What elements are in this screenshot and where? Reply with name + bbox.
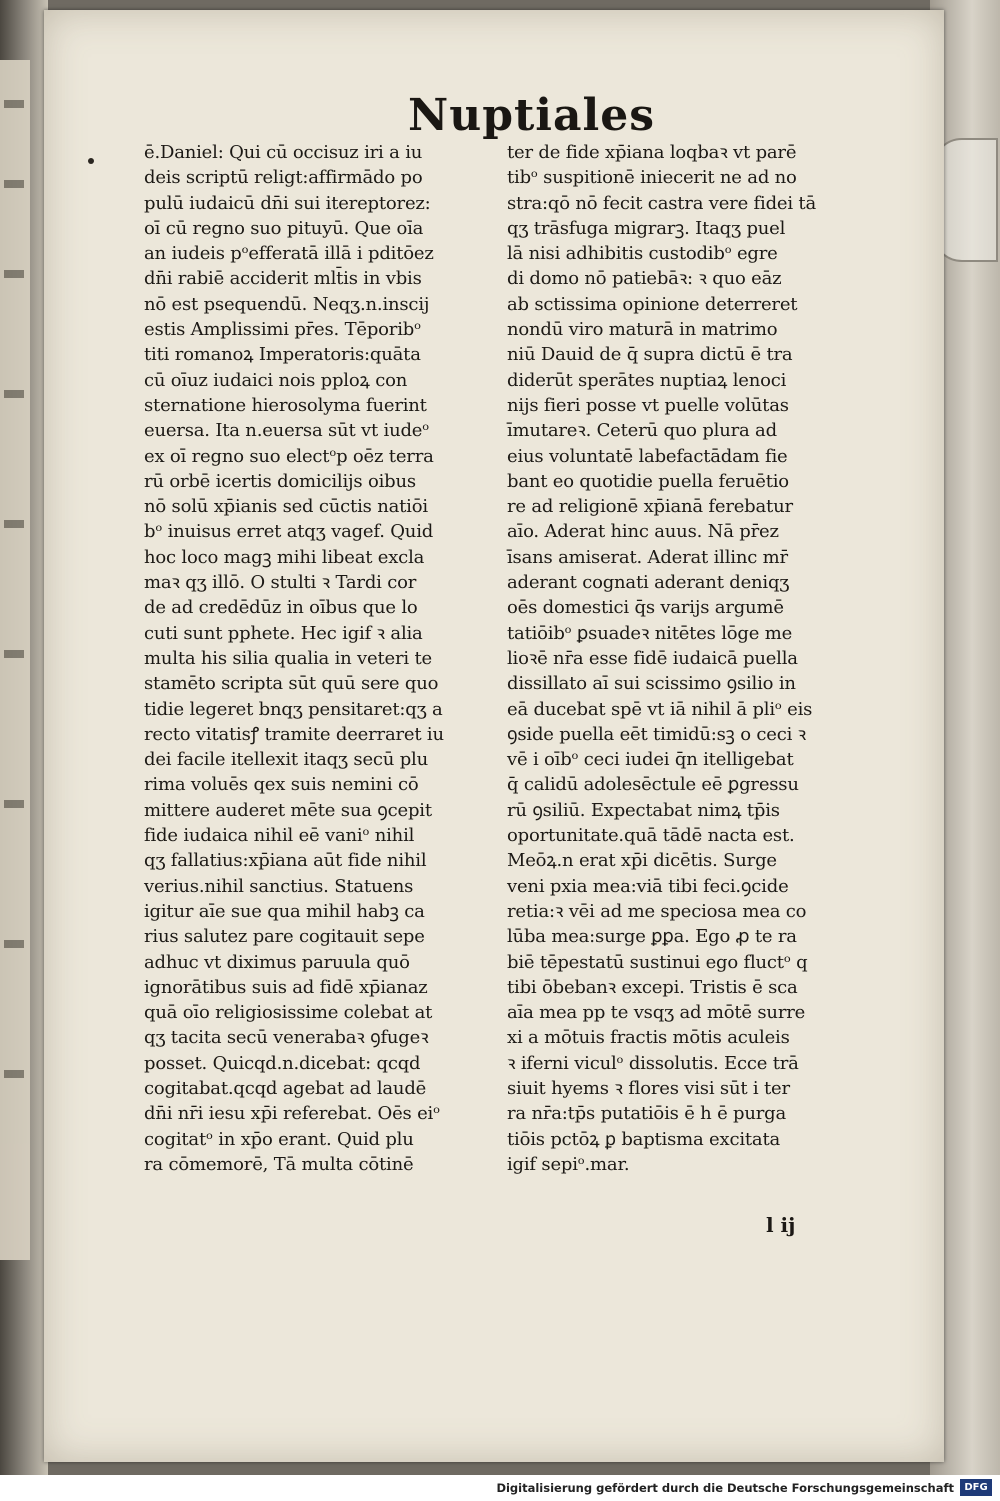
- right-text-column: [507, 140, 867, 1177]
- text-line: tidie legeret bnqʒ pensitaret:qʒ a: [144, 698, 443, 720]
- page-title: Nuptiales: [408, 90, 656, 141]
- text-line: di domo nō patiebāꝛ: ꝛ quo eāz: [507, 268, 782, 290]
- text-line: rū orbē icertis domicilijs oibus: [144, 470, 416, 492]
- book-page: [44, 10, 944, 1462]
- facing-page-text-fragment: [4, 100, 24, 108]
- text-line: veni pxia mea:viā tibi feci.ꝯcide: [507, 875, 789, 897]
- text-line: adhuc vt diximus paruula quō: [144, 951, 410, 973]
- text-line: ē.Daniel: Qui cū occisuz iri a iu: [144, 142, 423, 163]
- text-line: īsans amiserat. Aderat illinc mr̄: [507, 546, 788, 568]
- text-line: niū Dauid de q̄ supra dictū ē tra: [507, 344, 793, 366]
- text-line: lā nisi adhibitis custodibᵒ egre: [507, 243, 778, 265]
- text-line: qʒ trāsfuga migrarꝫ. Itaqʒ puel: [507, 217, 786, 239]
- text-line: ꝯside puella eēt timidū:sꝫ o ceci ꝛ: [507, 723, 806, 745]
- text-line: tibi ōbebanꝛ excepi. Tristis ē sca: [507, 976, 798, 998]
- text-line: q̄ calidū adolesēctule eē ꝑgressu: [507, 774, 799, 796]
- text-line: multa his silia qualia in veteri te: [144, 647, 432, 669]
- text-line: aīa mea pp te vsqʒ ad mōtē surre: [507, 1002, 806, 1024]
- text-line: nō solū xp̄ianis sed cūctis natiōi: [144, 496, 428, 518]
- text-line: Meōꝝ.n erat xp̄i dicētis. Surge: [507, 850, 777, 872]
- text-line: nijs fieri posse vt puelle volūtas: [507, 394, 789, 416]
- facing-page-text-fragment: [4, 390, 24, 398]
- text-line: ex oī regno suo electᵒp oēz terra: [144, 445, 434, 467]
- text-line: ra cōmemorē, Tā multa cōtinē: [144, 1153, 414, 1175]
- text-line: eā ducebat spē vt iā nihil ā pliᵒ eis: [507, 698, 813, 720]
- margin-dot: [88, 158, 94, 164]
- facing-page-text-fragment: [4, 520, 24, 528]
- text-line: qʒ fallatius:xp̄iana aūt fide nihil: [144, 850, 427, 872]
- text-line: oportunitate.quā tādē nacta est.: [507, 825, 795, 847]
- text-line: re ad religionē xp̄ianā ferebatur: [507, 496, 793, 518]
- text-line: rima voluēs qex suis nemini cō: [144, 774, 419, 796]
- text-line: aderant cognati aderant deniqʒ: [507, 572, 790, 594]
- text-line: euersa. Ita n.euersa sūt vt iudeᵒ: [144, 420, 429, 442]
- text-line: cogitabat.qcqd agebat ad laudē: [144, 1077, 427, 1099]
- text-line: dei facile itellexit itaqʒ secū plu: [144, 749, 428, 771]
- text-line: lūba mea:surge ꝑꝑa. Ego ꝓ te ra: [507, 926, 797, 948]
- left-text-column: [144, 140, 489, 1177]
- text-line: de ad credēdūz in oībus que lo: [144, 597, 418, 619]
- text-line: igitur aīe sue qua mihil habꝫ ca: [144, 900, 425, 922]
- text-line: tatiōibᵒ ꝑsuadeꝛ nitētes lōge me: [507, 622, 793, 644]
- text-line: recto vitatisꝭ tramite deerraret iu: [144, 723, 444, 745]
- text-line: posset. Quicqd.n.dicebat: qcqd: [144, 1052, 421, 1074]
- text-line: rū ꝯsiliū. Expectabat nimꝝ tp̄is: [507, 799, 780, 821]
- facing-page-text-fragment: [4, 1070, 24, 1078]
- text-line: nō est psequendū. Neqʒ.n.inscij: [144, 293, 430, 315]
- text-line: cuti sunt pphete. Hec igif ꝛ alia: [144, 622, 423, 644]
- facing-page-edge: [0, 60, 30, 1260]
- text-line: hoc loco magꝫ mihi libeat excla: [144, 546, 425, 568]
- text-line: tiōis pctōꝝ ꝑ baptisma excitata: [507, 1128, 781, 1150]
- facing-page-text-fragment: [4, 650, 24, 658]
- text-line: qʒ tacita secū venerabaꝛ ꝯfugeꝛ: [144, 1027, 429, 1049]
- text-line: ignorātibus suis ad fidē xp̄ianaz: [144, 976, 428, 998]
- text-line: bᵒ inuisus erret atqʒ vagef. Quid: [144, 521, 434, 543]
- text-line: mittere auderet mēte sua ꝯcepit: [144, 799, 432, 821]
- text-line: verius.nihil sanctius. Statuens: [144, 875, 414, 897]
- text-line: eius voluntatē labefactādam fie: [507, 445, 788, 467]
- text-line: cū oīuz iudaici nois pploꝝ con: [144, 369, 408, 391]
- dfg-logo: DFG: [960, 1479, 992, 1496]
- text-line: nondū viro maturā in matrimo: [507, 319, 778, 341]
- facing-page-text-fragment: [4, 270, 24, 278]
- text-line: pulū iudaicū dn̄i sui itereptorez:: [144, 192, 431, 214]
- text-line: xi a mōtuis fractis mōtis aculeis: [507, 1027, 790, 1049]
- text-line: an iudeis pᵒefferatā illā i pditōez: [144, 243, 434, 265]
- text-line: aīo. Aderat hinc auus. Nā pr̄ez: [507, 521, 779, 543]
- text-line: rius salutez pare cogitauit sepe: [144, 926, 425, 948]
- text-line: stra:qō nō fecit castra vere fidei tā: [507, 192, 816, 214]
- text-line: ra nr̄a:tp̄s putatiōis ē h ē purga: [507, 1103, 787, 1125]
- text-line: cogitatᵒ in xp̄o erant. Quid plu: [144, 1128, 414, 1150]
- text-line: tibᵒ suspitionē iniecerit ne ad no: [507, 167, 797, 189]
- text-line: bant eo quotidie puella feruētio: [507, 470, 789, 492]
- text-line: ꝛ iferni viculᵒ dissolutis. Ecce trā: [507, 1052, 799, 1074]
- text-line: stamēto scripta sūt quū sere quo: [144, 673, 439, 695]
- text-line: titi romanoꝝ Imperatoris:quāta: [144, 344, 421, 366]
- facing-page-text-fragment: [4, 940, 24, 948]
- text-line: deis scriptū religt:affirmādo po: [144, 167, 423, 189]
- text-line: lioꝛē nr̄a esse fidē iudaicā puella: [507, 647, 798, 669]
- text-line: igif sepiᵒ.mar.: [507, 1153, 630, 1175]
- text-line: sternatione hierosolyma fuerint: [144, 394, 427, 416]
- facing-page-text-fragment: [4, 180, 24, 188]
- text-line: fide iudaica nihil eē vaniᵒ nihil: [144, 825, 415, 847]
- signature-mark: l ij: [766, 1213, 796, 1237]
- text-line: īmutareꝛ. Ceterū quo plura ad: [507, 420, 777, 442]
- text-line: quā oīo religiosissime colebat at: [144, 1002, 433, 1024]
- text-line: diderūt sperātes nuptiaꝝ lenoci: [507, 369, 787, 391]
- text-line: retia:ꝛ vēi ad me speciosa mea co: [507, 900, 807, 922]
- facing-page-text-fragment: [4, 800, 24, 808]
- text-line: oī cū regno suo pituyū. Que oīa: [144, 217, 424, 239]
- footer-credit: Digitalisierung gefördert durch die Deutsche Forschungsgemeinschaft: [496, 1481, 954, 1495]
- text-line: ter de fide xp̄iana loqbaꝛ vt parē: [507, 142, 797, 163]
- text-line: oēs domestici q̄s varijs argumē: [507, 597, 784, 619]
- text-line: dn̄i rabiē acciderit mlt̄is in vbis: [144, 268, 422, 290]
- text-line: ab sctissima opinione deterreret: [507, 293, 798, 315]
- text-line: dn̄i nr̄i iesu xp̄i referebat. Oēs eiᵒ: [144, 1103, 440, 1125]
- text-line: maꝛ qʒ illō. O stulti ꝛ Tardi cor: [144, 572, 417, 594]
- text-line: vē i oībᵒ ceci iudei q̄n itelligebat: [507, 749, 794, 771]
- text-line: biē tēpestatū sustinui ego fluctᵒ q: [507, 951, 808, 973]
- text-line: dissillato aī sui scissimo ꝯsilio in: [507, 673, 796, 695]
- footer-bar: [0, 1475, 1000, 1501]
- text-line: estis Amplissimi pr̄es. Tēporibᵒ: [144, 319, 421, 341]
- text-line: siuit hyems ꝛ flores visi sūt i ter: [507, 1077, 790, 1099]
